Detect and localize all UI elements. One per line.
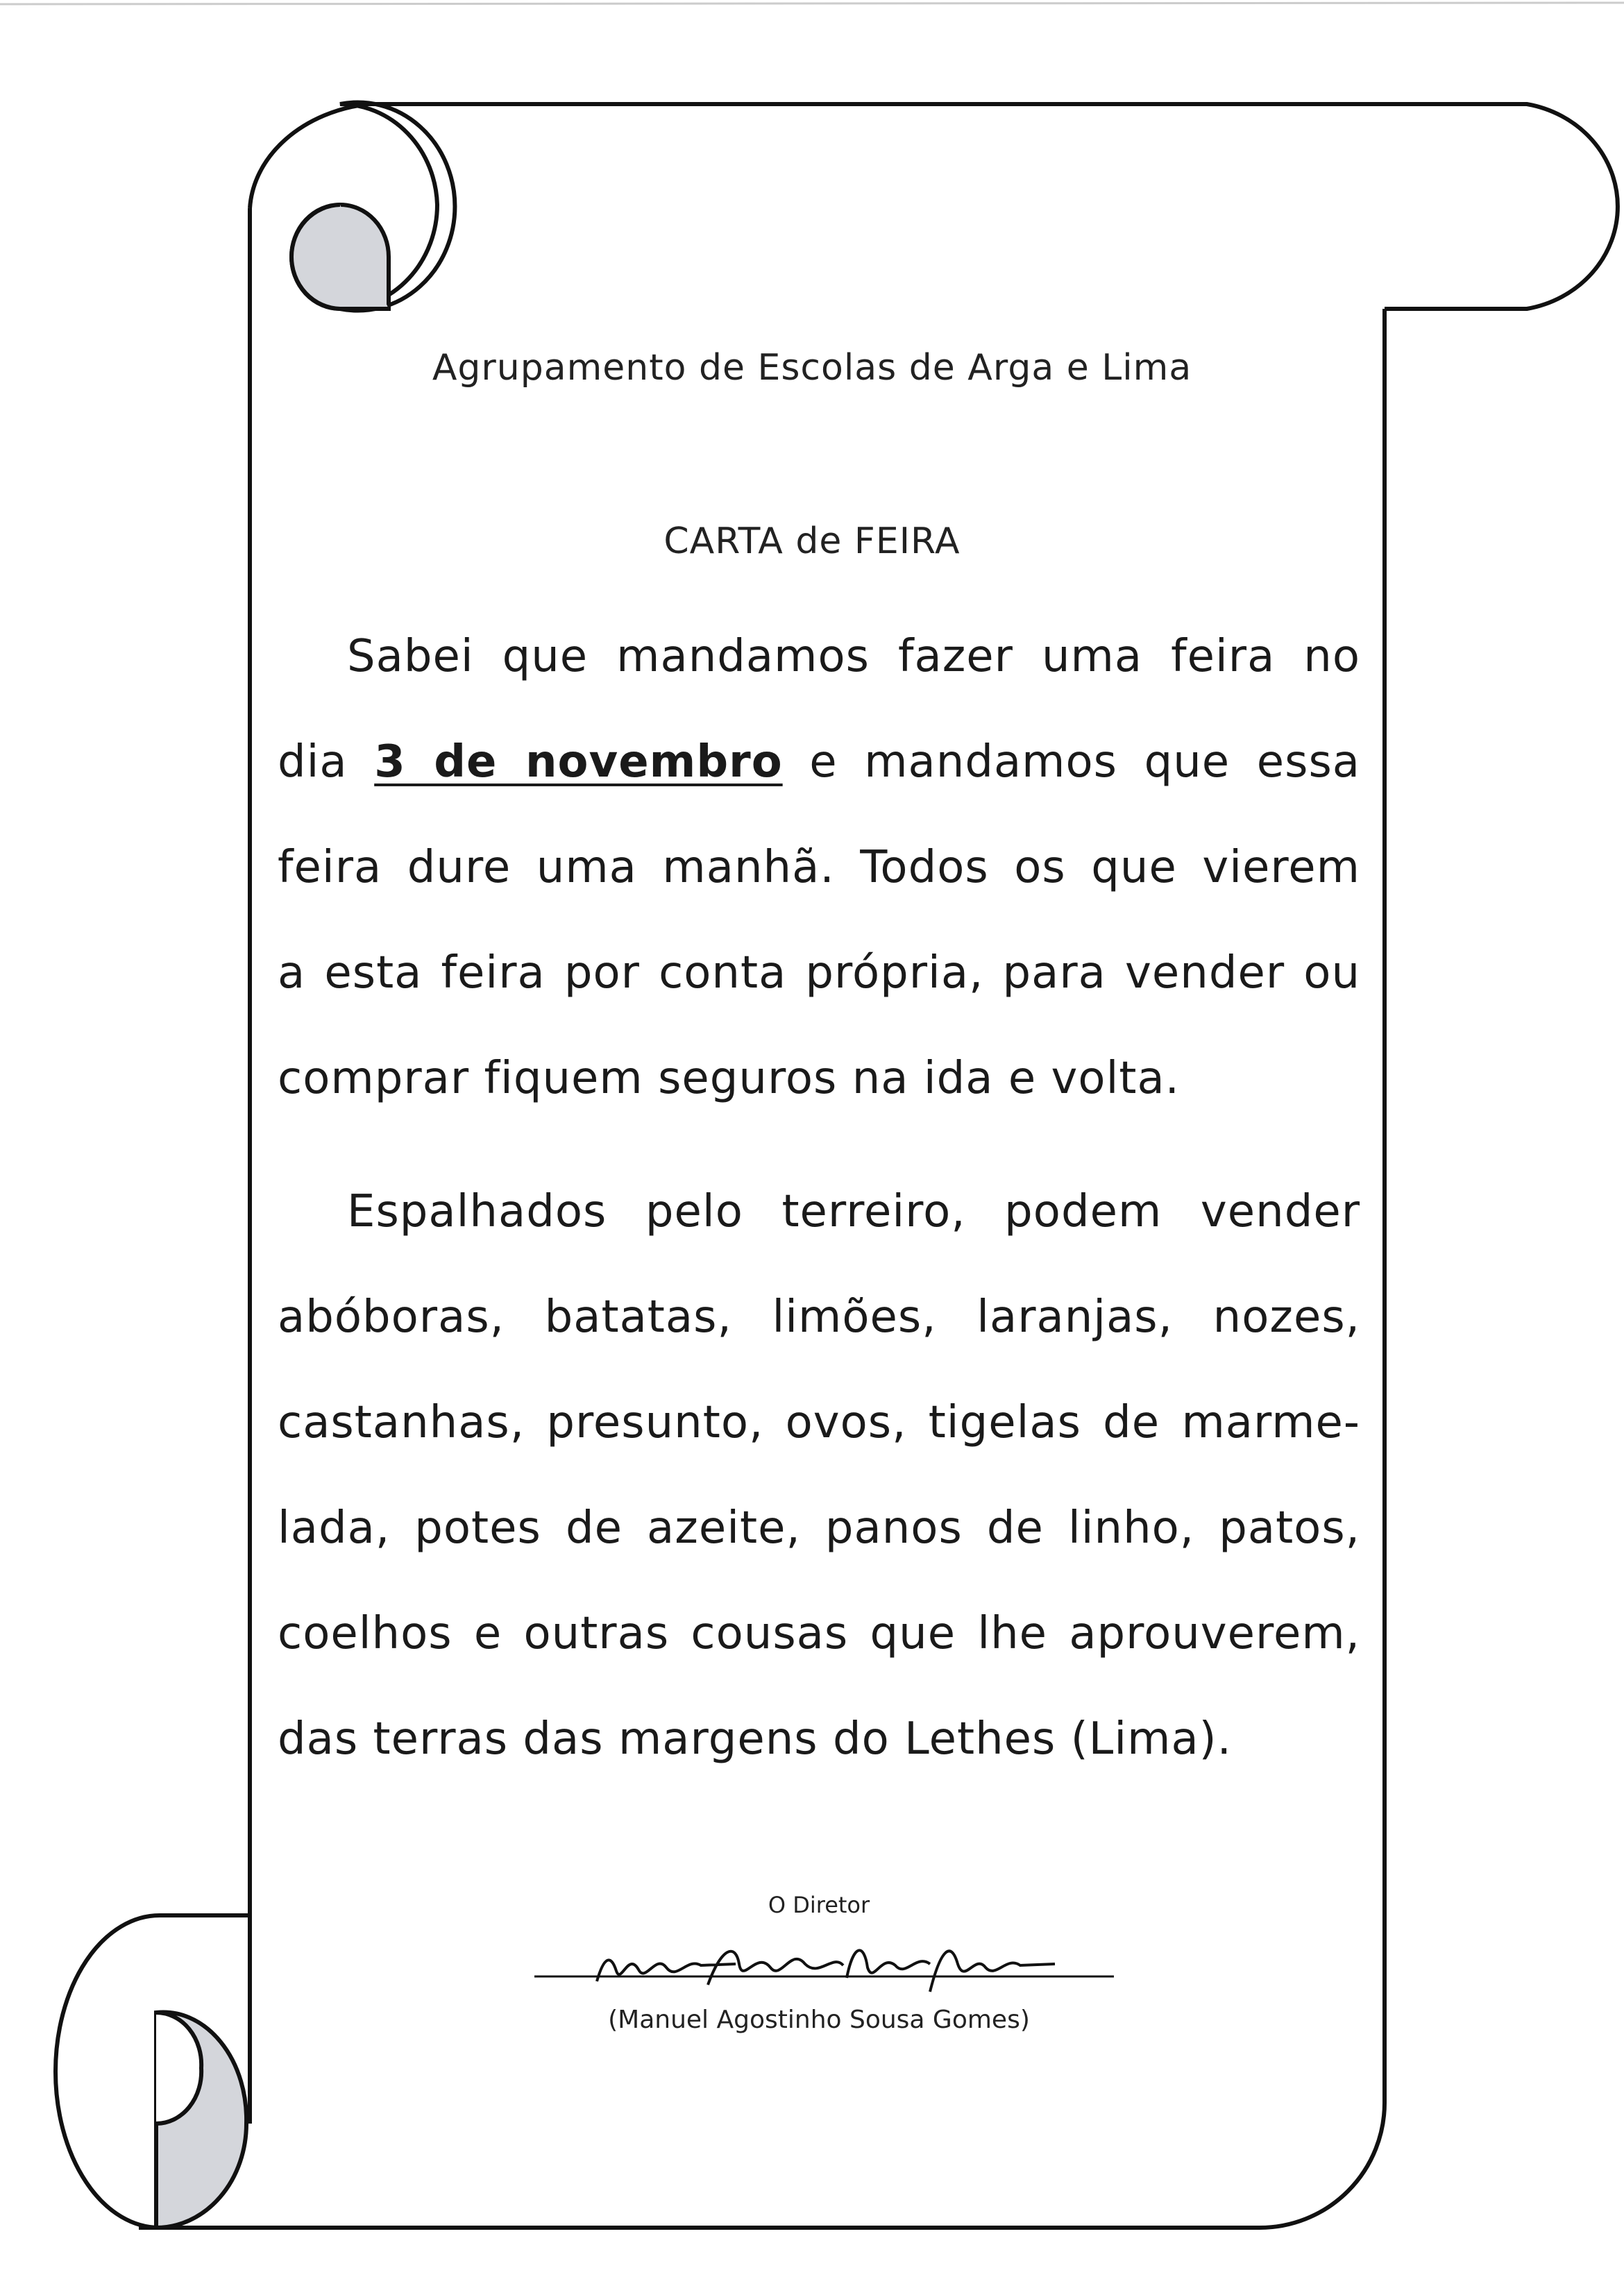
school-name: Agrupamento de Escolas de Arga e Lima [432, 347, 1192, 389]
paragraph-2 [278, 1159, 1360, 1792]
paragraph-1-line-5: comprar fiquem seguros na ida e volta. [278, 1053, 1180, 1104]
paragraph-2-line-4: lada, potes de azeite, panos de linho, patos, [278, 1502, 1360, 1554]
top-roll-outline [368, 104, 1618, 309]
director-role: O Diretor [768, 1892, 870, 1918]
paragraph-2-line-5: coelhos e outras cousas que lhe aprouverem, [278, 1608, 1360, 1659]
scan-top-edge [0, 3, 1624, 4]
document-title: CARTA de FEIRA [663, 520, 961, 562]
paragraph-1-line-2 [278, 709, 1360, 815]
sheet-bottom-right-corner [1260, 2103, 1385, 2228]
date-prefix: dia [278, 736, 348, 788]
paragraph-1-line-1: Sabei que mandamos fazer uma feira no [347, 631, 1360, 682]
handwritten-signature [597, 1950, 1055, 1992]
paragraph-2-line-2: abóboras, batatas, limões, laranjas, nozes, [278, 1292, 1360, 1343]
paragraph-2-line-1: Espalhados pelo terreiro, podem vender [347, 1186, 1360, 1237]
date-suffix: e mandamos que essa [809, 736, 1361, 788]
fair-date: 3 de novembro [374, 736, 783, 788]
paragraph-2-line-6: das terras das margens do Lethes (Lima). [278, 1713, 1232, 1765]
paragraph-2-line-3: castanhas, presunto, ovos, tigelas de marme- [278, 1397, 1360, 1448]
paragraph-1-line-3: feira dure uma manhã. Todos os que vierem [278, 842, 1360, 893]
director-printed-name: (Manuel Agostinho Sousa Gomes) [608, 2006, 1030, 2034]
paragraph-1 [278, 604, 1360, 1131]
paragraph-1-line-4: a esta feira por conta própria, para vender ou [278, 947, 1360, 999]
